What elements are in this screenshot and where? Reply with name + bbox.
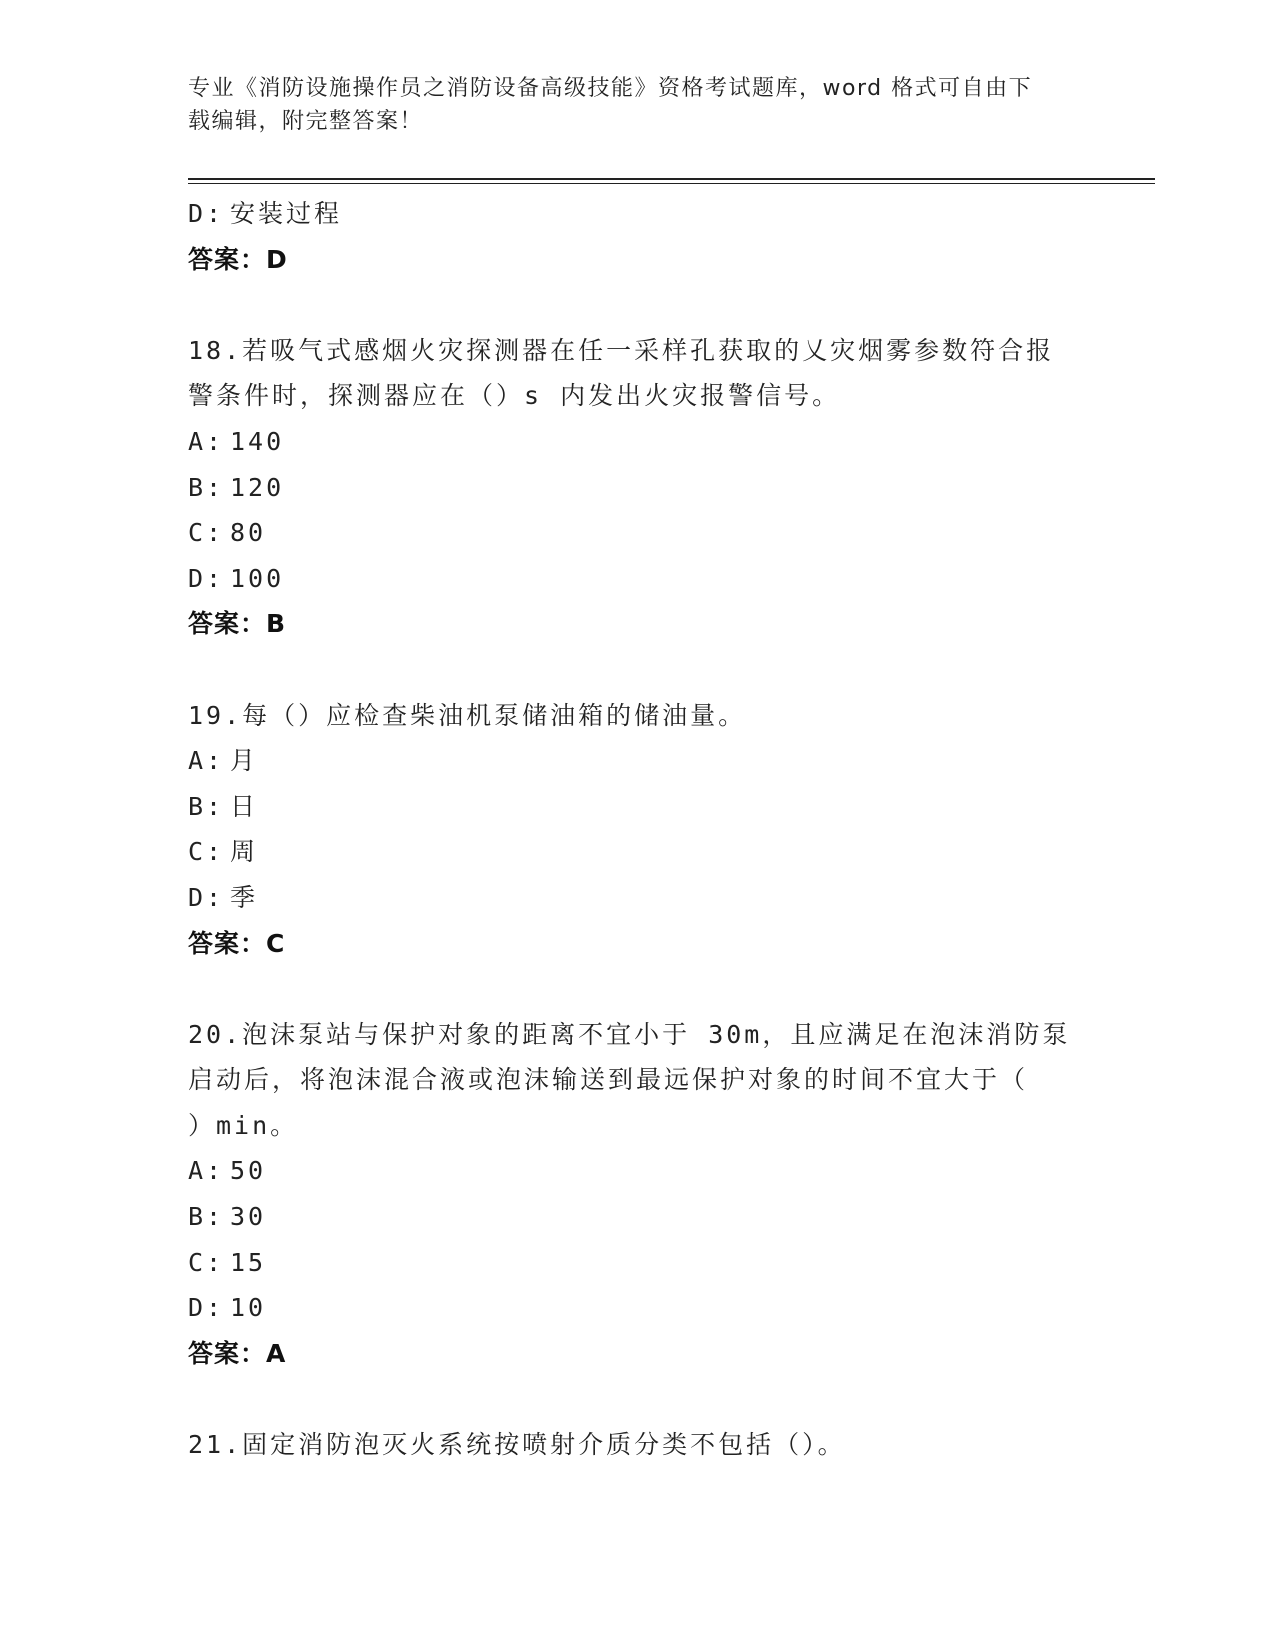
answer-line: 答案：D xyxy=(188,244,288,274)
option-a: A: 月 xyxy=(188,746,259,776)
option-d: D: 100 xyxy=(188,563,285,593)
option-c: C: 周 xyxy=(188,837,259,867)
option-b: B: 30 xyxy=(188,1202,267,1232)
question-stem: 21.固定消防泡灭火系统按喷射介质分类不包括（）。 xyxy=(188,1430,846,1460)
header-divider-thick xyxy=(188,178,1155,180)
question-stem: 启动后，将泡沫混合液或泡沫输送到最远保护对象的时间不宜大于（ xyxy=(188,1065,1029,1095)
answer-line: 答案：C xyxy=(188,928,286,958)
page-header xyxy=(188,72,1088,138)
header-line-1: 专业《消防设施操作员之消防设备高级技能》资格考试题库，word 格式可自由下 xyxy=(188,76,1033,101)
spacer xyxy=(188,966,1088,1012)
option-a: A: 50 xyxy=(188,1156,267,1186)
header-line-2: 载编辑，附完整答案！ xyxy=(188,109,424,134)
question-stem: 警条件时，探测器应在（）s 内发出火灾报警信号。 xyxy=(188,381,841,411)
question-21 xyxy=(188,1422,1088,1468)
answer-line: 答案：B xyxy=(188,609,287,639)
option-b: B: 日 xyxy=(188,791,259,821)
question-20 xyxy=(188,1012,1088,1377)
option-a: A: 140 xyxy=(188,426,285,456)
question-list xyxy=(188,191,1088,1468)
spacer xyxy=(188,1376,1088,1422)
question-stem: 20.泡沫泵站与保护对象的距离不宜小于 30m，且应满足在泡沫消防泵 xyxy=(188,1019,1071,1049)
answer-line: 答案：A xyxy=(188,1338,287,1368)
question-18 xyxy=(188,328,1088,647)
question-stem: 19.每（）应检查柴油机泵储油箱的储油量。 xyxy=(188,700,747,730)
option-d: D: 10 xyxy=(188,1293,267,1323)
option-d: D: 季 xyxy=(188,882,259,912)
spacer xyxy=(188,647,1088,693)
option-c: C: 80 xyxy=(188,518,267,548)
spacer xyxy=(188,282,1088,328)
option-d: D: 安装过程 xyxy=(188,199,343,228)
question-19 xyxy=(188,693,1088,967)
option-b: B: 120 xyxy=(188,472,285,502)
header-divider-thin xyxy=(188,183,1155,184)
option-c: C: 15 xyxy=(188,1247,267,1277)
question-stem: 18.若吸气式感烟火灾探测器在任一采样孔获取的乂灾烟雾参数符合报 xyxy=(188,335,1055,365)
question-stem: ）min。 xyxy=(188,1110,299,1140)
